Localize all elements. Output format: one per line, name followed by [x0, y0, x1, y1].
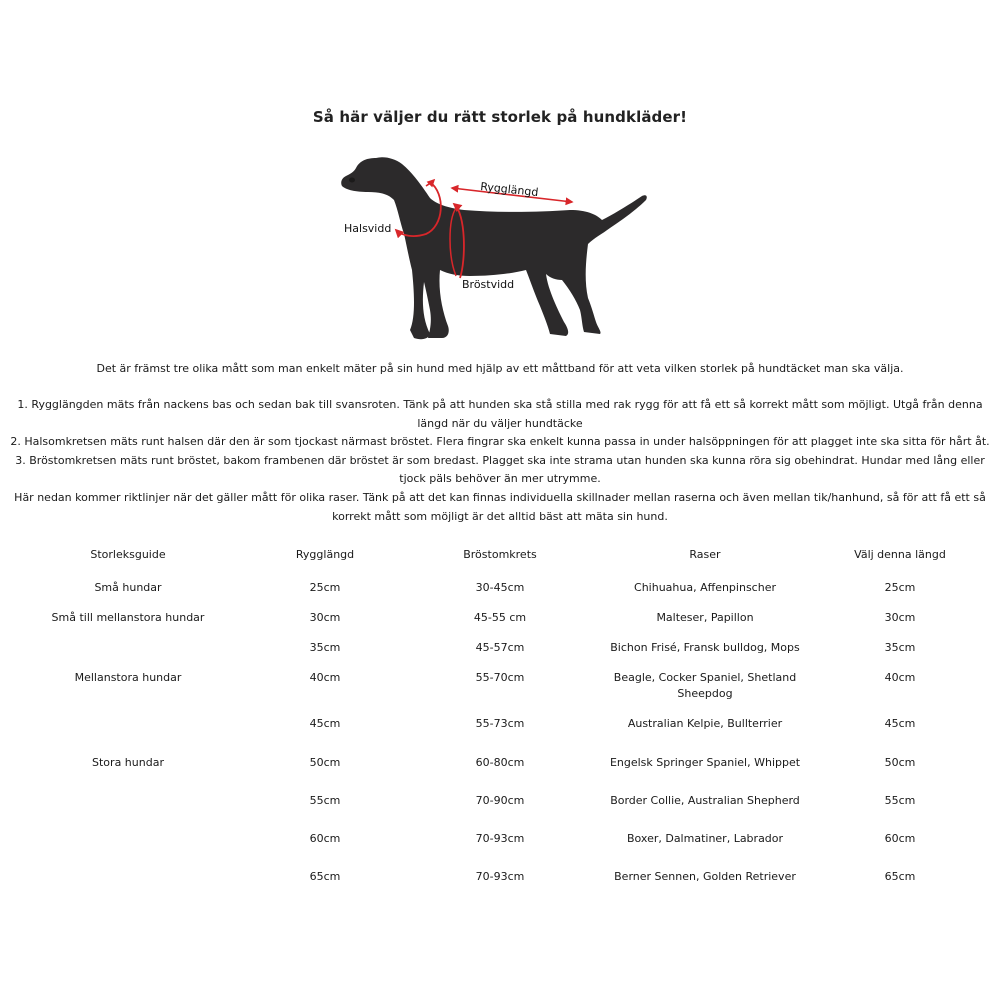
table-cell: Små till mellanstora hundar [51, 611, 205, 624]
table-cell: 70-93cm [475, 870, 525, 883]
table-cell: Mellanstora hundar [74, 671, 182, 684]
table-cell: 35cm [309, 641, 341, 654]
table-cell: Boxer, Dalmatiner, Labrador [626, 832, 784, 845]
intro-text: Det är främst tre olika mått som man enkelt mäter på sin hund med hjälp av ett måttband för att veta vilken storlek på hundtäcket man ska välja. [96, 362, 904, 375]
table-cell: 30cm [884, 611, 916, 624]
table-cell: Engelsk Springer Spaniel, Whippet [609, 756, 801, 769]
table-cell: 40cm [884, 671, 916, 684]
table-cell: Bichon Frisé, Fransk bulldog, Mops [610, 641, 800, 654]
table-cell: 55-70cm [475, 671, 525, 684]
table-cell: Stora hundar [92, 756, 164, 769]
table-cell: 45-55 cm [473, 611, 527, 624]
instructions-block [8, 396, 992, 526]
table-cell: Små hundar [94, 581, 162, 594]
table-cell: 25cm [884, 581, 916, 594]
table-cell: 50cm [309, 756, 341, 769]
chest-width-label: Bröstvidd [462, 278, 515, 291]
table-header-cell: Bröstomkrets [463, 548, 537, 561]
page-title: Så här väljer du rätt storlek på hundkläder! [312, 108, 688, 126]
table-cell: 25cm [309, 581, 341, 594]
table-cell: 65cm [884, 870, 916, 883]
table-header-cell: Raser [689, 548, 721, 561]
table-cell: Border Collie, Australian Shepherd [610, 794, 800, 807]
table-cell: 40cm [309, 671, 341, 684]
table-cell: 55cm [884, 794, 916, 807]
back-length-label: Rygglängd [479, 180, 539, 200]
table-header-cell: Storleksguide [90, 548, 166, 561]
table-cell: Malteser, Papillon [656, 611, 754, 624]
table-cell: 70-90cm [475, 794, 525, 807]
table-cell: Chihuahua, Affenpinscher [634, 581, 776, 594]
table-cell: 70-93cm [475, 832, 525, 845]
table-cell: 30cm [309, 611, 341, 624]
table-cell: Berner Sennen, Golden Retriever [614, 870, 796, 883]
instruction-neck: 2. Halsomkretsen mäts runt halsen där den är som tjockast närmast bröstet. Flera fingrar ska enkelt kunna passa in under halsöppningen för att plagget inte ska sitta för hårt åt. [10, 435, 990, 449]
neck-width-label: Halsvidd [344, 222, 392, 235]
table-cell: 55cm [309, 794, 341, 807]
table-cell: 35cm [884, 641, 916, 654]
instruction-back-length: 1. Rygglängden mäts från nackens bas och sedan bak till svansroten. Tänk på att hunden ska stå stilla med rak rygg för att få ett så korrekt mått som möjligt. Utgå från denna längd när du väljer hundtäcke [17, 398, 983, 430]
table-cell: 45cm [309, 717, 341, 730]
table-cell: Beagle, Cocker Spaniel, Shetland Sheepdog [613, 671, 797, 700]
table-header-cell: Välj denna längd [854, 548, 946, 561]
dog-measurement-figure [330, 150, 660, 350]
instruction-breed-note: Här nedan kommer riktlinjer när det gäller mått för olika raser. Tänk på att det kan finnas individuella skillnader mellan raserna och även mellan tik/hanhund, så för att få ett så korrekt mått som möjligt är det alltid bäst att mäta sin hund. [14, 490, 986, 523]
table-cell: 45cm [884, 717, 916, 730]
table-cell: 50cm [884, 756, 916, 769]
table-cell: 45-57cm [475, 641, 525, 654]
instruction-chest: 3. Bröstomkretsen mäts runt bröstet, bakom frambenen där bröstet är som bredast. Plagget ska inte strama utan hunden ska kunna röra sig obehindrat. Hundar med lång eller tjock päls behöver än mer utrymme. [15, 453, 985, 486]
table-header-cell: Rygglängd [295, 548, 355, 561]
table-cell: 55-73cm [475, 717, 525, 730]
table-cell: 60cm [309, 832, 341, 845]
table-cell: 60-80cm [475, 756, 525, 769]
table-cell: 65cm [309, 870, 341, 883]
table-cell: 60cm [884, 832, 916, 845]
table-cell: Australian Kelpie, Bullterrier [627, 717, 783, 730]
table-cell: 30-45cm [475, 581, 525, 594]
